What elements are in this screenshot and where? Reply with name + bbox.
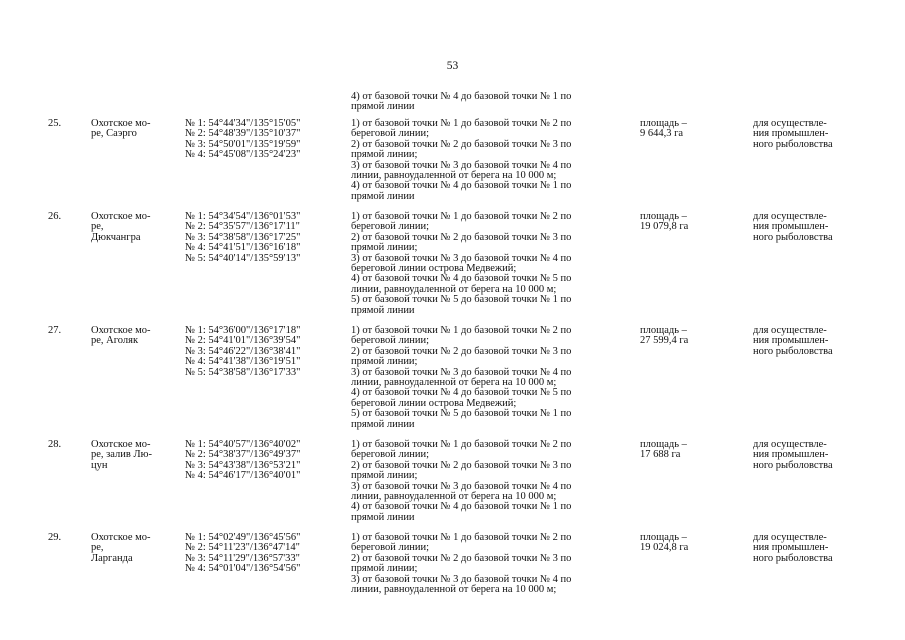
description-line: прямой линии [351,101,415,113]
description-line: 4) от базовой точки № 4 до базовой точки № 1 по [351,91,572,102]
coordinate-line: № 2: 54°41'01"/136°39'54" [185,335,301,347]
area-name: Охотское мо- ре, Дюкчангра [91,211,151,243]
area-size: площадь – 19 024,8 га [640,532,689,554]
coordinate-line: № 4: 54°45'08"/135°24'23" [185,149,301,161]
coordinates [185,533,350,575]
coordinates [185,326,350,378]
coordinate-line: № 1: 54°02'49"/136°45'56" [185,532,301,543]
area-name: Охотское мо- ре, залив Лю- цун [91,439,152,471]
coordinate-line: № 4: 54°41'51"/136°16'18" [185,242,301,254]
coordinate-line: № 3: 54°43'38"/136°53'21" [185,459,301,471]
coordinate-line: № 1: 54°44'34"/135°15'05" [185,118,301,129]
coordinate-line: № 4: 54°41'38"/136°19'51" [185,356,301,368]
coordinate-line: № 1: 54°40'57"/136°40'02" [185,439,301,450]
boundary-description: 1) от базовой точки № 1 до базовой точки № 2 по береговой линии; 2) от базовой точки № 2 до базовой точки № 3 по прямой линии; 3) от базовой точки № 3 до базовой точки № 4 по береговой линии острова Медвежий; 4) от базовой точки № 4 до базовой точки № 5 по линии, равноудаленной от берега на 10 000 м; 5) от базовой точки № 5 до базовой точки № 1 по прямой линии [351,211,572,316]
row-number: 28. [48,439,62,450]
coordinate-line: № 3: 54°11'29"/136°57'33" [185,552,300,564]
coordinates [185,212,350,264]
area-size: площадь – 17 688 га [640,439,687,461]
area-size: площадь – 27 599,4 га [640,325,689,347]
coordinate-line: № 1: 54°34'54"/136°01'53" [185,211,301,222]
coordinate-line: № 3: 54°50'01"/135°19'59" [185,138,301,150]
boundary-description: 1) от базовой точки № 1 до базовой точки № 2 по береговой линии; 2) от базовой точки № 2 до базовой точки № 3 по прямой линии; 3) от базовой точки № 3 до базовой точки № 4 по линии, равноудаленной от берега на 10 000 м; 4) от базовой точки № 4 до базовой точки № 1 по прямой линии [351,118,572,202]
area-name: Охотское мо- ре, Аголяк [91,325,151,347]
coordinate-line: № 2: 54°35'57"/136°17'11" [185,221,300,233]
boundary-description: 1) от базовой точки № 1 до базовой точки № 2 по береговой линии; 2) от базовой точки № 2 до базовой точки № 3 по прямой линии; 3) от базовой точки № 3 до базовой точки № 4 по линии, равноудаленной от берега на 10 000 м; 4) от базовой точки № 4 до базовой точки № 5 по береговой линии острова Медвежий; 5) от базовой точки № 5 до базовой точки № 1 по прямой линии [351,325,572,430]
row-number: 27. [48,325,62,336]
purpose: для осуществле- ния промышлен- ного рыболовства [753,118,833,150]
coordinate-line: № 5: 54°40'14"/135°59'13" [185,252,301,264]
purpose: для осуществле- ния промышлен- ного рыболовства [753,325,833,357]
coordinate-line: № 5: 54°38'58"/136°17'33" [185,366,301,378]
coordinates [185,119,350,161]
coordinate-line: № 4: 54°01'04"/136°54'56" [185,563,301,575]
purpose: для осуществле- ния промышлен- ного рыболовства [753,439,833,471]
area-size: площадь – 19 079,8 га [640,211,689,233]
coordinate-line: № 2: 54°11'23"/136°47'14" [185,542,300,554]
coordinate-line: № 2: 54°38'37"/136°49'37" [185,449,301,461]
boundary-description: 1) от базовой точки № 1 до базовой точки № 2 по береговой линии; 2) от базовой точки № 2 до базовой точки № 3 по прямой линии; 3) от базовой точки № 3 до базовой точки № 4 по линии, равноудаленной от берега на 10 000 м; [351,532,572,596]
coordinate-line: № 3: 54°38'58"/136°17'25" [185,231,301,243]
row-number: 26. [48,211,62,222]
area-size: площадь – 9 644,3 га [640,118,687,140]
coordinate-line: № 2: 54°48'39"/135°10'37" [185,128,301,140]
area-name: Охотское мо- ре, Ларганда [91,532,151,564]
coordinates [185,440,350,482]
purpose: для осуществле- ния промышлен- ного рыболовства [753,532,833,564]
purpose: для осуществле- ния промышлен- ного рыболовства [753,211,833,243]
coordinate-line: № 4: 54°46'17"/136°40'01" [185,470,301,482]
area-name: Охотское мо- ре, Саэрго [91,118,151,140]
continued-description [351,92,631,113]
page-number: 53 [446,60,459,72]
row-number: 25. [48,118,62,129]
row-number: 29. [48,532,62,543]
coordinate-line: № 1: 54°36'00"/136°17'18" [185,325,301,336]
coordinate-line: № 3: 54°46'22"/136°38'41" [185,345,301,357]
boundary-description: 1) от базовой точки № 1 до базовой точки № 2 по береговой линии; 2) от базовой точки № 2 до базовой точки № 3 по прямой линии; 3) от базовой точки № 3 до базовой точки № 4 по линии, равноудаленной от берега на 10 000 м; 4) от базовой точки № 4 до базовой точки № 1 по прямой линии [351,439,572,523]
